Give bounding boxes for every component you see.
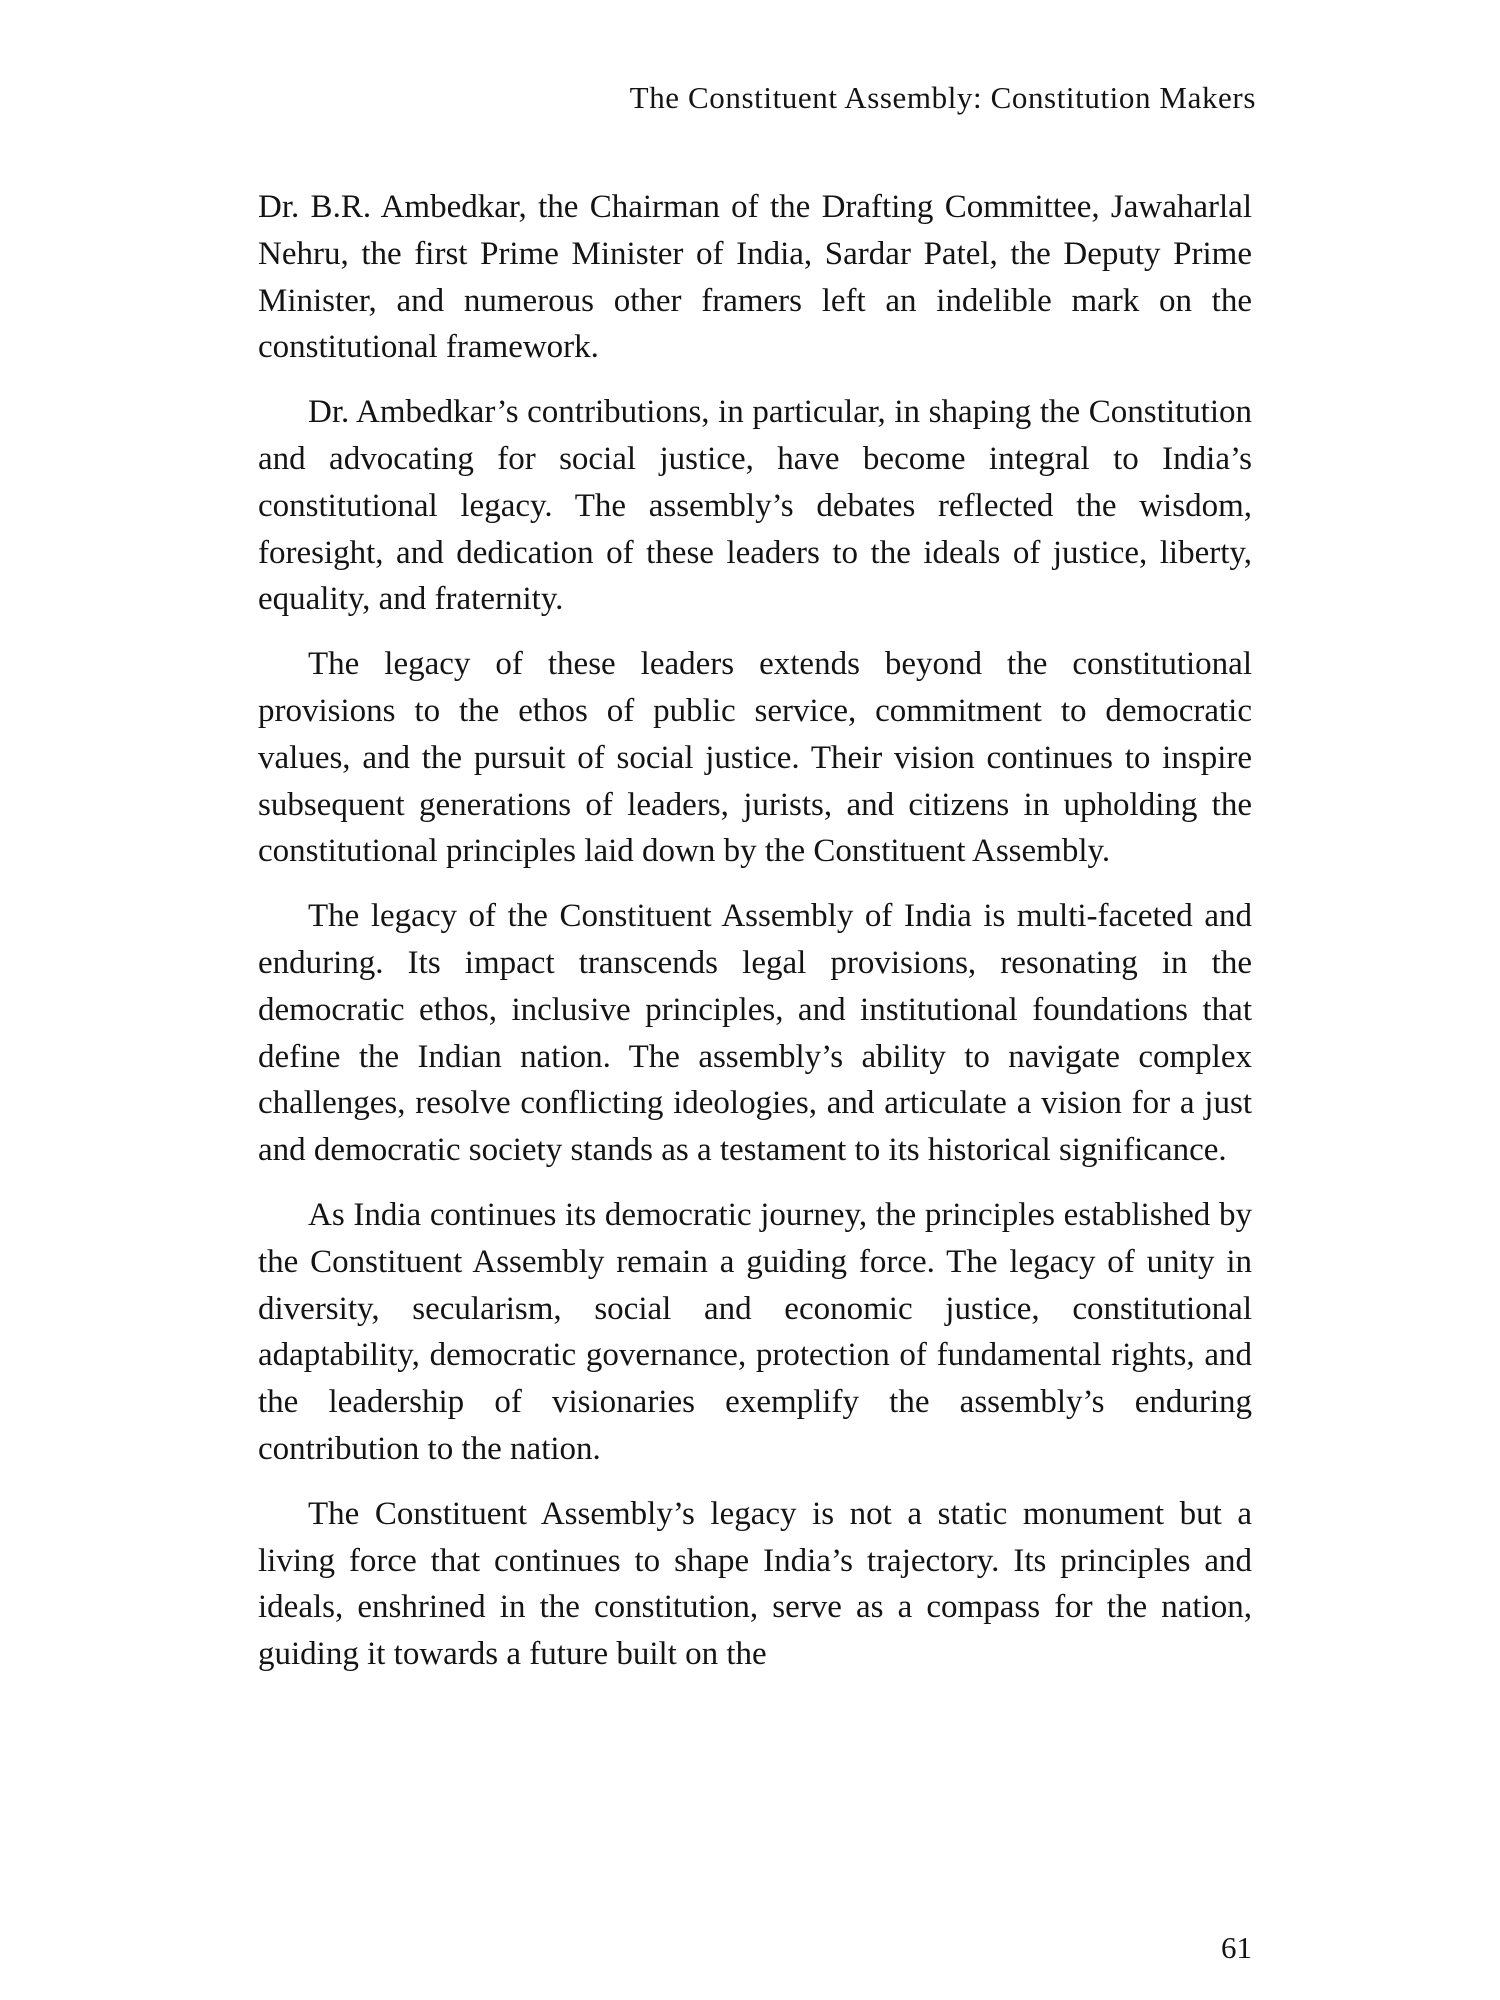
running-header: The Constituent Assembly: Constitution Makers [629,80,1256,115]
paragraph: The legacy of these leaders extends beyond the constitutional provisions to the ethos of public service, commitment to democratic values, and the pursuit of social justice. Their vision continues to inspire subsequent generations of leaders, jurists, and citizens in upholding the constitutional principles laid down by the Constituent Assembly. [258,646,1252,870]
paragraph: As India continues its democratic journey, the principles established by the Constituent Assembly remain a guiding force. The legacy of unity in diversity, secularism, social and economic justice, constitutional adaptability, democratic governance, protection of fundamental rights, and the leadership of visionaries exemplify the assembly’s enduring contribution to the nation. [258,1196,1252,1467]
body-text [258,184,1252,1696]
paragraph: Dr. B.R. Ambedkar, the Chairman of the Drafting Committee, Jawaharlal Nehru, the first Prime Minister of India, Sardar Patel, the Deputy Prime Minister, and numerous other framers left an indelible mark on the constitutional framework. [258,189,1252,366]
page-number: 61 [1221,1930,1252,1965]
paragraph: The Constituent Assembly’s legacy is not a static monument but a living force that continues to shape India’s trajectory. Its principles and ideals, enshrined in the constitution, serve as a compass for the nation, guiding it towards a future built on the [258,1495,1252,1673]
paragraph: The legacy of the Constituent Assembly of India is multi-faceted and enduring. Its impact transcends legal provisions, resonating in the democratic ethos, inclusive principles, and institutional foundations that define the Indian nation. The assembly’s ability to navigate complex challenges, resolve conflicting ideologies, and articulate a vision for a just and democratic society stands as a testament to its historical significance. [258,898,1252,1169]
paragraph: Dr. Ambedkar’s contributions, in particular, in shaping the Constitution and advocating for social justice, have become integral to India’s constitutional legacy. The assembly’s debates reflected the wisdom, foresight, and dedication of these leaders to the ideals of justice, liberty, equality, and fraternity. [258,394,1252,618]
